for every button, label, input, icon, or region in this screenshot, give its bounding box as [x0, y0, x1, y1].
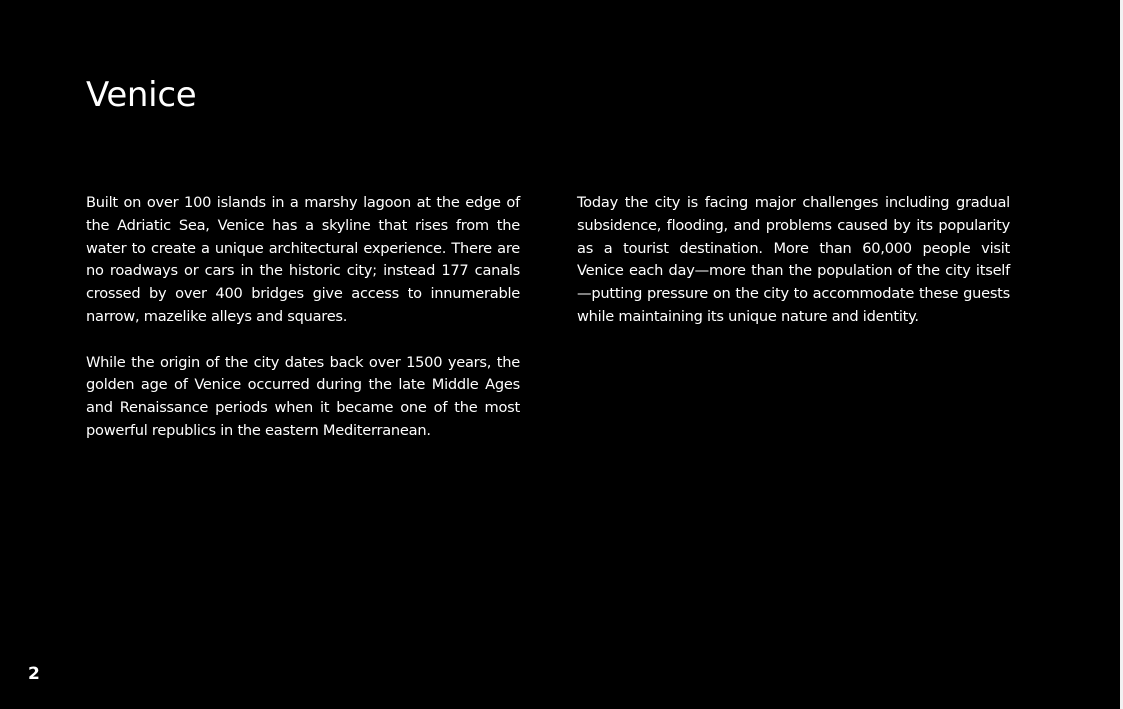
paragraph: While the origin of the city dates back over 1500 years, the golden age of Venice occurred during the late Middle Ages and Renaissance periods when it became one of the most powerful republics in the eastern Mediterranean.: [86, 353, 520, 439]
page-number: 2: [28, 664, 40, 684]
text-column-right: [577, 192, 1010, 329]
text-column-left: [86, 192, 520, 443]
page-title: Venice: [86, 75, 197, 115]
paragraph: Today the city is facing major challenges including gradual subsidence, flooding, and problems caused by its popularity as a tourist destination. More than 60,000 people visit Venice each day—more than the population of the city itself—putting pressure on the city to accommodate these guests while maintaining its unique nature and identity.: [577, 194, 1010, 325]
paragraph: Built on over 100 islands in a marshy lagoon at the edge of the Adriatic Sea, Venice has a skyline that rises from the water to create a unique architectural experience. There are no roadways or cars in the historic city; instead 177 canals crossed by over 400 bridges give access to innumerable narrow, mazelike alleys and squares.: [86, 194, 520, 325]
